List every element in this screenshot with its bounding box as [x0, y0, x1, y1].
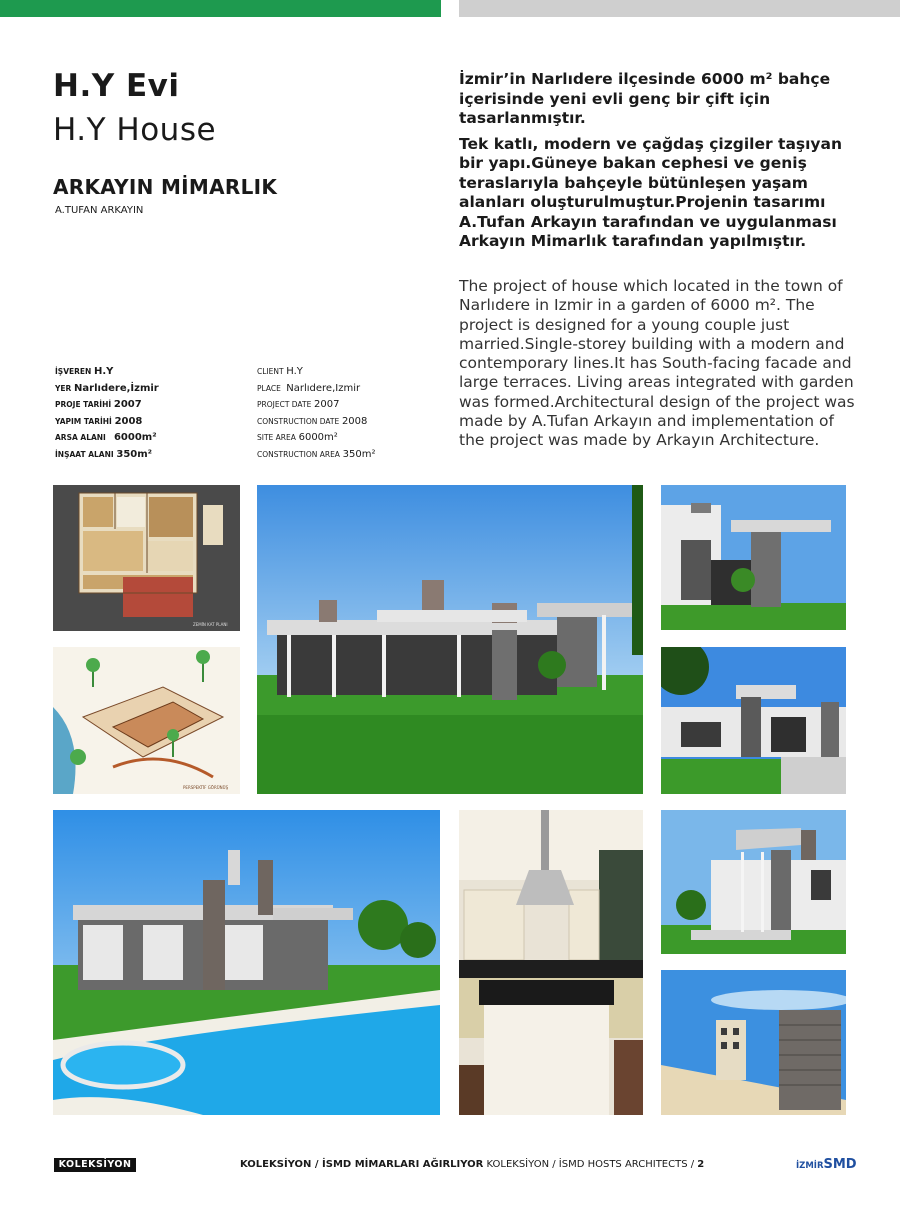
- description-en: The project of house which located in the town of Narlıdere in Izmir in a garden of 6000 m². The project is designed for a young couple just married.Single-storey building with a modern and contemporary lines.It has South-facing facade and large terraces. Living areas integrated with garden was formed.Architectural design of the project was made by A.Tufan Arkayın and implementation of the project was made by Arkayın Architecture.: [459, 277, 855, 450]
- info-label: YER: [55, 383, 72, 393]
- info-value: Narlıdere,Izmir: [286, 382, 361, 394]
- info-value: 2008: [341, 415, 368, 427]
- info-value: H.Y: [286, 366, 303, 377]
- chimney-detail-photo: [661, 970, 846, 1115]
- info-row: [55, 364, 159, 381]
- floor-plan-image: [53, 485, 240, 631]
- project-info-tr: [55, 364, 159, 463]
- info-value: 2007: [113, 399, 142, 410]
- info-row: [55, 381, 159, 398]
- footer-series-en: KOLEKSİYON / İSMD HOSTS ARCHITECTS /: [483, 1159, 698, 1170]
- info-label: PROJECT DATE: [257, 400, 312, 409]
- header-gray-bar: [459, 0, 900, 17]
- info-label: SITE AREA: [257, 433, 296, 442]
- info-label: PLACE: [257, 383, 281, 393]
- sketch-caption: PERSPEKTİF GÖRÜNÜŞ: [183, 785, 229, 790]
- info-label: CONSTRUCTION DATE: [257, 416, 340, 426]
- info-row: [55, 430, 159, 447]
- info-row: [257, 381, 375, 398]
- info-value: Narlıdere,İzmir: [74, 382, 159, 394]
- project-info-en: [257, 364, 375, 463]
- info-label: ARSA ALANI: [55, 433, 106, 442]
- info-label: İNŞAAT ALANI: [55, 449, 114, 459]
- description-tr-paragraph: Tek katlı, modern ve çağdaş çizgiler taşıyan bir yapı.Güneye bakan cephesi ve geniş teraslarıyla bahçeyle bütünleşen yaşam alanları oluşturulmuştur.Projenin tasarımı A.Tufan Arkayın tarafından ve uygulanması Arkayın Mimarlık tarafından yapılmıştır.: [459, 134, 843, 250]
- info-label: CONSTRUCTION AREA: [257, 449, 340, 459]
- footer-brand-logo: [796, 1157, 857, 1172]
- house-canopy-photo: [661, 810, 846, 954]
- house-exterior-photo: [257, 485, 643, 794]
- description-tr: [459, 70, 859, 258]
- info-value: 6000m²: [113, 432, 157, 443]
- info-row: [55, 414, 159, 431]
- footer-brand-small: İZMİR: [796, 1161, 824, 1171]
- info-value: 350m²: [116, 448, 153, 460]
- info-value: 2008: [114, 415, 143, 427]
- page-title-en: H.Y House: [53, 112, 217, 148]
- info-row: [55, 447, 159, 464]
- pool-photo: [53, 810, 440, 1115]
- info-row: [257, 414, 375, 431]
- architect-name: A.TUFAN ARKAYIN: [55, 205, 144, 216]
- page-title-tr: H.Y Evi: [53, 68, 180, 104]
- kitchen-photo: [459, 810, 643, 1115]
- info-value: 2007: [314, 399, 340, 410]
- info-row: [257, 364, 375, 381]
- info-row: [257, 430, 375, 447]
- info-label: YAPIM TARİHİ: [55, 416, 112, 426]
- page-number: 2: [697, 1159, 705, 1170]
- info-value: 6000m²: [298, 432, 338, 443]
- description-tr-paragraph: İzmir’in Narlıdere ilçesinde 6000 m² bahçe içerisinde yeni evli genç bir çift için tasarlanmıştır.: [459, 70, 831, 127]
- footer-series-tr: KOLEKSİYON / İSMD MİMARLARI AĞIRLIYOR: [240, 1159, 484, 1170]
- plan-caption: ZEMİN KAT PLANI: [193, 622, 228, 627]
- footer-series: [240, 1159, 704, 1170]
- info-row: [55, 397, 159, 414]
- house-entrance-photo: [661, 647, 846, 794]
- info-value: H.Y: [94, 366, 114, 377]
- footer-logo: KOLEKSİYON: [54, 1158, 136, 1172]
- footer-brand-main: SMD: [823, 1157, 857, 1172]
- info-label: İŞVEREN: [55, 367, 92, 376]
- firm-name: ARKAYIN MİMARLIK: [53, 175, 278, 199]
- sketch-image: [53, 647, 240, 794]
- info-row: [257, 397, 375, 414]
- info-label: PROJE TARİHİ: [55, 400, 112, 409]
- info-row: [257, 447, 375, 464]
- header-green-bar: [0, 0, 441, 17]
- house-side-photo: [661, 485, 846, 630]
- info-label: CLIENT: [257, 367, 284, 376]
- info-value: 350m²: [342, 448, 376, 460]
